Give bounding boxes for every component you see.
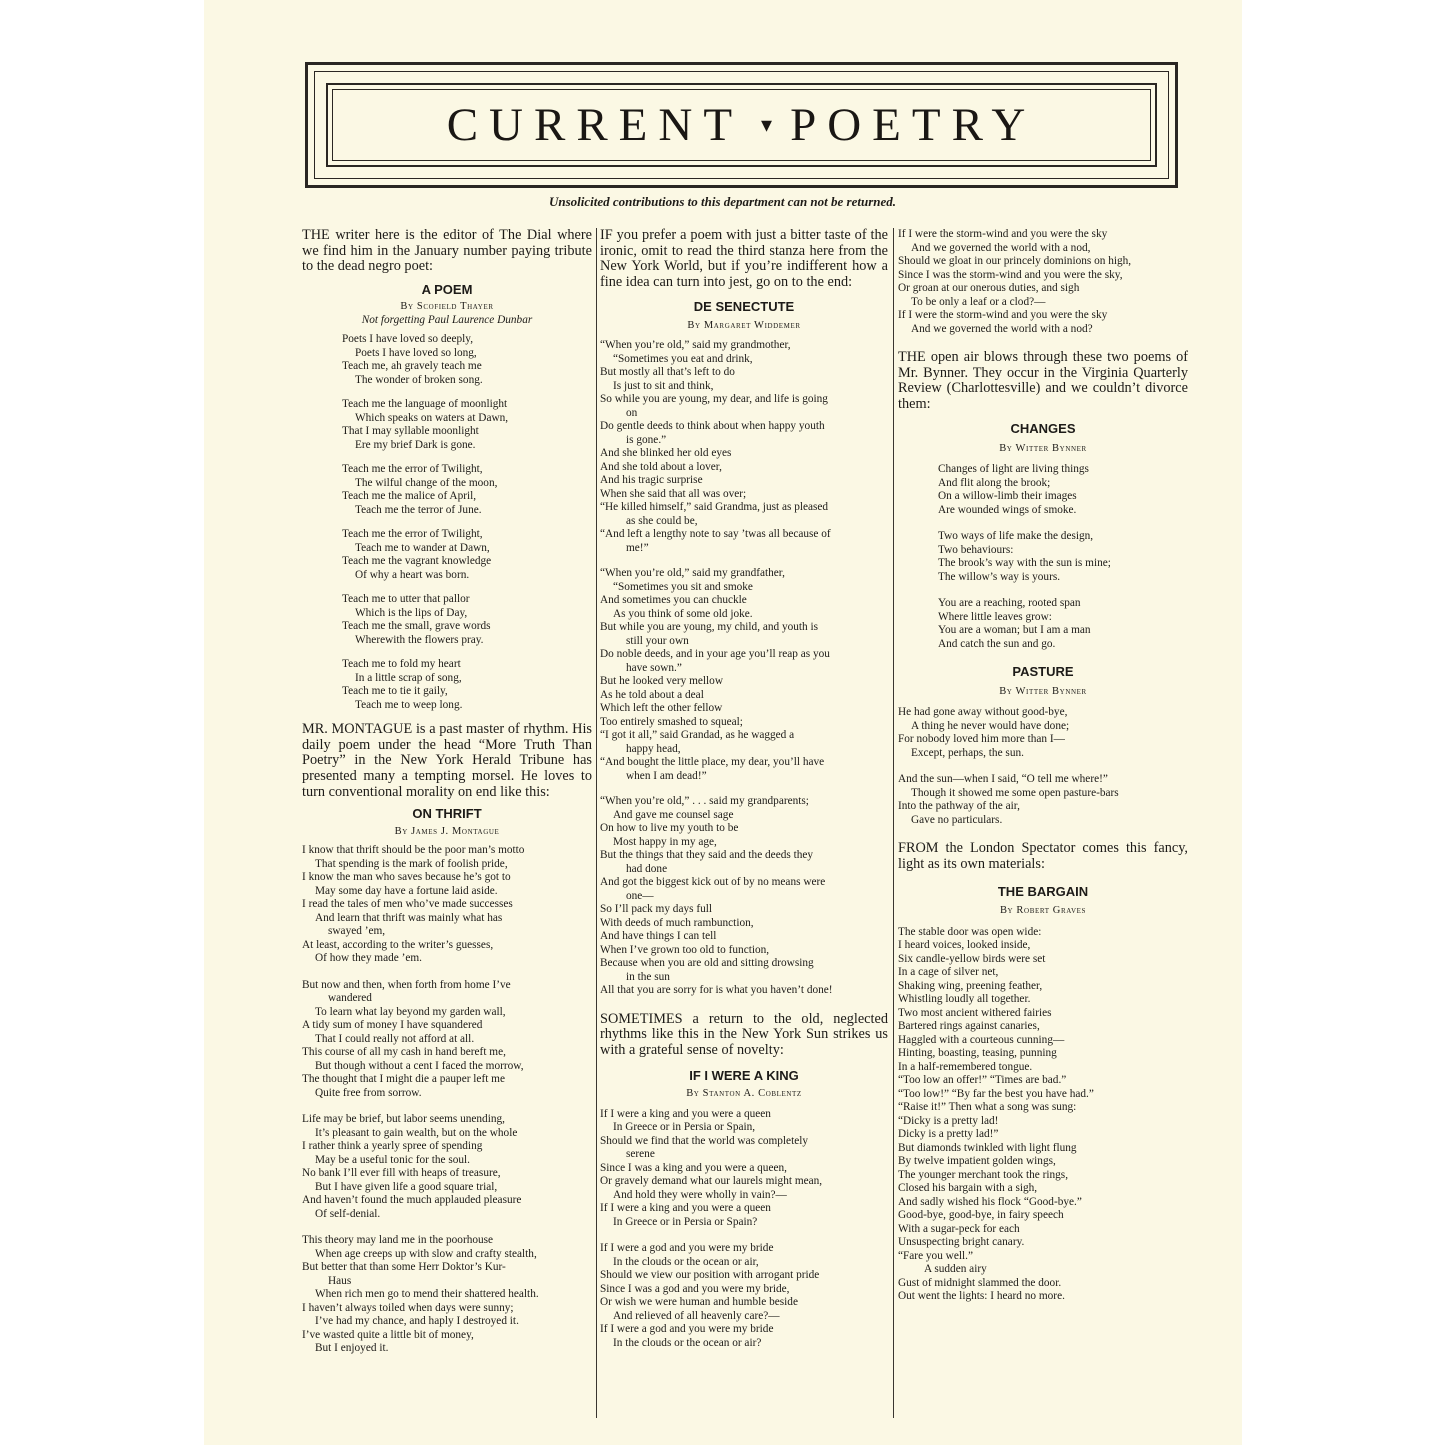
poem-line: Teach me the language of moonlight (342, 398, 508, 411)
poem-stanza (938, 530, 1188, 584)
poem-line: May be a useful tonic for the soul. (315, 1153, 470, 1166)
poem-line: Of why a heart was born. (355, 568, 470, 581)
poem-line: Should we gloat in our princely dominions on high, (898, 255, 1132, 267)
poem-line: Of how they made ’em. (315, 952, 422, 965)
poem-line: A sudden airy (924, 1263, 987, 1276)
poem-line: In a half-remembered tongue. (898, 1060, 1033, 1073)
poem-title: DE SENECTUTE (693, 299, 795, 315)
poem-line: Whistling loudly all together. (898, 993, 1031, 1006)
poem-line: And his tragic surprise (600, 474, 703, 487)
intro-text: THE open air blows through these two poems of Mr. Bynner. They occur in the Virginia Quarterly Review (Charlottesville) and we couldn’t divorce them: (898, 349, 1188, 412)
poem-stanza (600, 1242, 888, 1350)
intro-text: THE writer here is the editor of The Dial where we find him in the January number paying tribute to the dead negro poet: (302, 227, 592, 275)
poem-line: But while you are young, my child, and youth is (600, 621, 819, 634)
poem-line: “Fare you well.” (898, 1249, 973, 1262)
poem-line: “And bought the little place, my dear, you’ll have (600, 756, 825, 769)
poem-line: But diamonds twinkled with light flung (898, 1141, 1077, 1154)
poem-line: I heard voices, looked inside, (898, 939, 1031, 952)
poem-line: All that you are sorry for is what you haven’t done! (600, 984, 833, 997)
poem-line: And sometimes you can chuckle (600, 594, 747, 607)
poem-line: That I could really not afford at all. (315, 1032, 475, 1045)
poem-line: swayed ’em, (328, 925, 386, 938)
poem-line: A tidy sum of money I have squandered (302, 1019, 483, 1032)
poem-stanza (342, 593, 592, 647)
poem-line: A thing he never would have done; (911, 719, 1070, 732)
poem-line: Teach me, ah gravely teach me (342, 360, 482, 373)
poem-line: Hinting, boasting, teasing, punning (898, 1047, 1057, 1060)
poem-line: In the clouds or the ocean or air? (613, 1336, 762, 1349)
poem-line: The wilful change of the moon, (355, 476, 498, 489)
poem-stanza (600, 1108, 888, 1230)
column-divider (596, 228, 597, 1418)
poem-line: This course of all my cash in hand bereft me, (302, 1046, 506, 1059)
poem-line: I know the man who saves because he’s got to (302, 871, 511, 884)
poem-line: “I got it all,” said Grandad, as he wagged a (600, 729, 795, 742)
poem-line: You are a reaching, rooted span (938, 597, 1081, 610)
poem-line: In the clouds or the ocean or air, (613, 1255, 759, 1268)
poem-line: As he told about a deal (600, 688, 704, 701)
poem-line: With a sugar-peck for each (898, 1222, 1020, 1235)
poem-body (600, 339, 888, 998)
poem-line: Where little leaves grow: (938, 610, 1052, 623)
header-frame (305, 62, 1178, 188)
poem-line: Teach me the small, grave words (342, 620, 491, 633)
poem-line: Since I was the storm-wind and you were the sky, (898, 268, 1123, 281)
poem-line: Teach me the error of Twilight, (342, 528, 483, 541)
intro-paragraph (302, 722, 592, 800)
title-poetry: POETRY (790, 99, 1037, 151)
poem-dedication: Not forgetting Paul Laurence Dunbar (361, 313, 533, 326)
poem-stanza (898, 926, 1188, 1304)
poem-line: Haus (328, 1274, 352, 1287)
poem-line: But the things that they said and the deeds they (600, 849, 814, 862)
poem-line: Though it showed me some open pasture-bars (911, 786, 1119, 799)
poem-line: Teach me to fold my heart (342, 658, 461, 671)
poem-line: When I’ve grown too old to function, (600, 943, 770, 956)
poem-line: Dicky is a pretty lad!” (898, 1128, 999, 1141)
poem-line: I read the tales of men who’ve made successes (302, 898, 513, 911)
poem-line: For nobody loved him more than I— (898, 733, 1065, 746)
poem-line: But now and then, when forth from home I’ve (302, 978, 511, 991)
poem-line: If I were the storm-wind and you were the sky (898, 228, 1108, 240)
poem-line: The stable door was open wide: (898, 925, 1042, 938)
poem-body (898, 926, 1188, 1304)
intro-paragraph (600, 228, 888, 290)
poem-line: By twelve impatient golden wings, (898, 1155, 1056, 1168)
poem-title: PASTURE (1012, 664, 1074, 680)
intro-text: FROM the London Spectator comes this fancy, light as its own materials: (898, 840, 1188, 872)
poem-line: But I have given life a good square trial, (315, 1180, 498, 1193)
poem-line: Wherewith the flowers pray. (355, 633, 484, 646)
poem-line: Of self-denial. (315, 1207, 381, 1220)
poem-line: as she could be, (626, 514, 698, 527)
poem-line: This theory may land me in the poorhouse (302, 1234, 494, 1247)
poem-line: And flit along the brook; (938, 476, 1051, 489)
poem-line: Life may be brief, but labor seems unending, (302, 1113, 505, 1126)
poem-line: “When you’re old,” . . . said my grandparents; (600, 795, 809, 808)
poem-line: serene (626, 1148, 655, 1161)
poem-line: The willow’s way is yours. (938, 570, 1061, 583)
poem-line: Quite free from sorrow. (315, 1086, 422, 1099)
poem-line: Are wounded wings of smoke. (938, 503, 1077, 516)
poem-line: Teach me to tie it gaily, (342, 685, 448, 698)
poem-line: If I were a king and you were a queen (600, 1107, 771, 1120)
poem-stanza (302, 979, 592, 1101)
poem-author: By Robert Graves (999, 905, 1087, 917)
poem-line: Because when you are old and sitting drowsing (600, 957, 814, 970)
poem-line: Unsuspecting bright canary. (898, 1236, 1025, 1249)
poem-line: Is just to sit and think, (613, 379, 714, 392)
poem-line: In a little scrap of song, (355, 671, 462, 684)
poem-line: And we governed the world with a nod, (911, 241, 1091, 254)
poem-line: To learn what lay beyond my garden wall, (315, 1005, 506, 1018)
poem-stanza (302, 1234, 592, 1356)
poem-stanza (938, 597, 1188, 651)
poem-line: And catch the sun and go. (938, 637, 1056, 650)
intro-text: SOMETIMES a return to the old, neglected rhythms like this in the New York Sun strikes us with a grateful sense of novelty: (600, 1010, 888, 1059)
poem-author: By Witter Bynner (999, 685, 1087, 697)
poem-line: Bartered rings against canaries, (898, 1020, 1040, 1033)
poem-line: The wonder of broken song. (355, 373, 483, 386)
poem-line: is gone.” (626, 433, 667, 446)
poem-line: The younger merchant took the rings, (898, 1168, 1069, 1181)
poem-line: me!” (626, 541, 649, 554)
poem-line: Should we view our position with arrogant pride (600, 1269, 820, 1282)
poem-line: I’ve wasted quite a little bit of money, (302, 1328, 474, 1341)
poem-author: By Stanton A. Coblentz (686, 1088, 802, 1100)
header-inner-frame (326, 83, 1157, 167)
poem-line: wandered (328, 992, 372, 1005)
poem-line: Shaking wing, preening feather, (898, 979, 1043, 992)
title-current: CURRENT (446, 99, 744, 151)
poem-line: On how to live my youth to be (600, 822, 739, 835)
poem-line: So I’ll pack my days full (600, 903, 713, 916)
poem-line: You are a woman; but I am a man (938, 624, 1091, 637)
poem-stanza (898, 228, 1188, 336)
poem-line: When she said that all was over; (600, 487, 747, 500)
poem-line: “He killed himself,” said Grandma, just as pleased (600, 501, 829, 514)
column-3 (898, 228, 1188, 1304)
poem-line: But he looked very mellow (600, 675, 723, 688)
poem-line: Or gravely demand what our laurels might mean, (600, 1175, 823, 1188)
poem-line: “Too low an offer!” “Times are bad.” (898, 1074, 1067, 1087)
poem-body-continued (898, 228, 1188, 336)
poem-line: Since I was a king and you were a queen, (600, 1161, 787, 1174)
poem-line: Haggled with a courteous cunning— (898, 1033, 1065, 1046)
poem-line: When rich men go to mend their shattered health. (315, 1288, 539, 1301)
poem-line: Two most ancient withered fairies (898, 1006, 1052, 1019)
poem-line: That I may syllable moonlight (342, 425, 479, 438)
poem-line: And hold they were wholly in vain?— (613, 1188, 787, 1201)
poem-stanza (342, 333, 592, 387)
poem-line: No bank I’ll ever fill with heaps of treasure, (302, 1167, 501, 1180)
poem-line: And haven’t found the much applauded pleasure (302, 1194, 522, 1207)
poem-line: If I were the storm-wind and you were the sky (898, 309, 1108, 321)
poem-line: Poets I have loved so deeply, (342, 333, 474, 346)
poem-line: I know that thrift should be the poor man’s motto (302, 844, 525, 857)
intro-text: IF you prefer a poem with just a bitter taste of the ironic, omit to read the third stanza here from the New York World, but if you’re indifferent how a fine idea can turn into jest, go on to the end: (600, 227, 888, 290)
poem-line: If I were a king and you were a queen (600, 1202, 771, 1215)
poem-line: Which left the other fellow (600, 702, 723, 715)
poem-line: Changes of light are living things (938, 463, 1089, 476)
poem-stanza (898, 773, 1188, 827)
poem-line: But I enjoyed it. (315, 1342, 389, 1355)
poem-line: And have things I can tell (600, 930, 717, 943)
intro-paragraph (898, 841, 1188, 872)
poem-line: Good-bye, good-bye, in fairy speech (898, 1209, 1064, 1222)
poem-line: That spending is the mark of foolish pride, (315, 857, 508, 870)
poem-line: Which is the lips of Day, (355, 606, 468, 619)
poem-line: Which speaks on waters at Dawn, (355, 411, 509, 424)
poem-line: Teach me the vagrant knowledge (342, 555, 492, 568)
poem-line: in the sun (626, 970, 670, 983)
poem-line: had done (626, 862, 668, 875)
poem-line: And she blinked her old eyes (600, 447, 732, 460)
poem-line: To be only a leaf or a clod?— (911, 295, 1046, 308)
poem-line: Teach me to wander at Dawn, (355, 541, 490, 554)
poem-stanza (938, 463, 1188, 517)
poem-line: With deeds of much rambunction, (600, 916, 754, 929)
poem-stanza (342, 463, 592, 517)
poem-line: Poets I have loved so long, (355, 346, 477, 359)
poem-line: “When you’re old,” said my grandfather, (600, 567, 785, 580)
notice-text: Unsolicited contributions to this department can not be returned. (548, 194, 897, 209)
poem-line: Into the pathway of the air, (898, 800, 1020, 813)
poem-line: When age creeps up with slow and crafty stealth, (315, 1247, 537, 1260)
page-title (447, 98, 1037, 152)
poem-line: Teach me to weep long. (355, 698, 463, 711)
intro-paragraph (302, 228, 592, 275)
poem-line: Teach me the terror of June. (355, 503, 482, 516)
poem-line: Closed his bargain with a sigh, (898, 1182, 1038, 1195)
poem-line: But mostly all that’s left to do (600, 366, 735, 379)
poem-line: And we governed the world with a nod? (911, 322, 1093, 335)
poem-line: Most happy in my age, (613, 835, 717, 848)
poem-line: The thought that I might die a pauper left me (302, 1073, 505, 1086)
poem-line: when I am dead!” (626, 769, 707, 782)
poem-author: By Margaret Widdemer (687, 319, 801, 331)
poem-line: But better that than some Herr Doktor’s Kur- (302, 1261, 506, 1274)
poem-line: Gust of midnight slammed the door. (898, 1276, 1062, 1289)
poem-line: “Sometimes you eat and drink, (613, 352, 753, 365)
column-2 (600, 228, 888, 1350)
poem-title: ON THRIFT (412, 806, 482, 822)
poem-line: still your own (626, 634, 689, 647)
poem-line: And sadly wished his flock “Good-bye.” (898, 1195, 1082, 1208)
poem-line: And relieved of all heavenly care?— (613, 1309, 780, 1322)
poem-stanza (898, 706, 1188, 760)
poem-line: Teach me to utter that pallor (342, 593, 470, 606)
poem-title: THE BARGAIN (997, 883, 1089, 899)
poem-line: On a willow-limb their images (938, 490, 1077, 503)
poem-line: It’s pleasant to gain wealth, but on the whole (315, 1126, 518, 1139)
poem-line: And she told about a lover, (600, 460, 722, 473)
poem-line: one— (626, 889, 654, 902)
poem-line: Do noble deeds, and in your age you’ll reap as you (600, 648, 830, 661)
poem-body (898, 706, 1188, 827)
poem-stanza (302, 1113, 592, 1221)
poem-line: Ere my brief Dark is gone. (355, 438, 476, 451)
poem-line: Two ways of life make the design, (938, 530, 1094, 543)
poem-line: Should we find that the world was completely (600, 1134, 809, 1147)
poem-line: In a cage of silver net, (898, 966, 999, 979)
poem-body (302, 844, 592, 1356)
poem-line: If I were a god and you were my bride (600, 1323, 774, 1336)
poem-author: By Scofield Thayer (400, 301, 494, 313)
poem-line: Out went the lights: I heard no more. (898, 1290, 1065, 1303)
poem-line: Teach me the error of Twilight, (342, 463, 483, 476)
poem-body (898, 463, 1188, 651)
poem-line: He had gone away without good-bye, (898, 706, 1068, 719)
column-divider (893, 228, 894, 1418)
poem-line: Too entirely smashed to squeal; (600, 715, 743, 728)
poem-line: I rather think a yearly spree of spending (302, 1140, 483, 1153)
poem-line: Or groan at our onerous duties, and sigh (898, 282, 1080, 294)
poem-stanza (600, 339, 888, 555)
poem-line: In Greece or in Persia or Spain, (613, 1121, 756, 1134)
poem-line: And learn that thrift was mainly what has (315, 911, 503, 924)
intro-paragraph (600, 1012, 888, 1059)
poem-line: And the sun—when I said, “O tell me where!” (898, 773, 1108, 786)
poem-line: have sown.” (626, 661, 682, 674)
poem-line: “Sometimes you sit and smoke (613, 580, 753, 593)
poem-line: May some day have a fortune laid aside. (315, 884, 498, 897)
poem-line: The brook’s way with the sun is mine; (938, 557, 1111, 570)
poem-stanza (342, 658, 592, 712)
poem-line: Do gentle deeds to think about when happy youth (600, 420, 825, 433)
poem-body (302, 333, 592, 712)
poem-line: Or wish we were human and humble beside (600, 1296, 798, 1309)
poem-line: So while you are young, my dear, and life is going (600, 393, 828, 406)
poem-line: If I were a god and you were my bride (600, 1242, 774, 1255)
poem-line: In Greece or in Persia or Spain? (613, 1215, 758, 1228)
poem-line: But though without a cent I faced the morrow, (315, 1059, 524, 1072)
poem-stanza (600, 795, 888, 998)
poem-line: At least, according to the writer’s guesses, (302, 938, 494, 951)
poem-line: And gave me counsel sage (613, 808, 734, 821)
poem-author: By James J. Montague (394, 825, 500, 837)
poem-stanza (600, 567, 888, 783)
poem-stanza (342, 528, 592, 582)
poem-line: I’ve had my chance, and haply I destroyed it. (315, 1315, 519, 1328)
poem-line: on (626, 406, 638, 419)
intro-text: MR. MONTAGUE is a past master of rhythm. His daily poem under the head “More Truth Than Poetry” in the New York Herald Tribune has presented many a tempting morsel. He loves to turn conventional morality on end like this: (302, 721, 592, 800)
poem-line: “Too low!” “By far the best you have had.” (898, 1087, 1094, 1100)
poem-author: By Witter Bynner (999, 442, 1087, 454)
poem-title: A POEM (421, 281, 473, 297)
poem-line: As you think of some old joke. (613, 607, 753, 620)
poem-line: “Dicky is a pretty lad! (898, 1114, 999, 1127)
poem-title: IF I WERE A KING (689, 1067, 799, 1083)
poem-line: “Raise it!” Then what a song was sung: (898, 1101, 1077, 1114)
poem-line: And got the biggest kick out of by no means were (600, 876, 826, 889)
poem-line: Except, perhaps, the sun. (911, 746, 1024, 759)
poem-line: Teach me the malice of April, (342, 490, 477, 503)
poem-line: happy head, (626, 742, 681, 755)
poem-line: Gave no particulars. (911, 813, 1003, 826)
poem-stanza (342, 398, 592, 452)
poem-title: CHANGES (1010, 421, 1076, 437)
poem-line: Since I was a god and you were my bride, (600, 1282, 790, 1295)
poem-body (600, 1108, 888, 1351)
poem-line: “When you’re old,” said my grandmother, (600, 339, 791, 352)
poem-line: Six candle-yellow birds were set (898, 952, 1046, 965)
poem-stanza (302, 844, 592, 966)
poem-line: “And left a lengthy note to say ’twas all because of (600, 528, 831, 541)
poem-line: I haven’t always toiled when days were sunny; (302, 1301, 514, 1314)
poem-line: Two behaviours: (938, 543, 1014, 556)
ornament-icon: ▾ (761, 112, 773, 137)
intro-paragraph (898, 350, 1188, 412)
column-1 (302, 228, 592, 1356)
